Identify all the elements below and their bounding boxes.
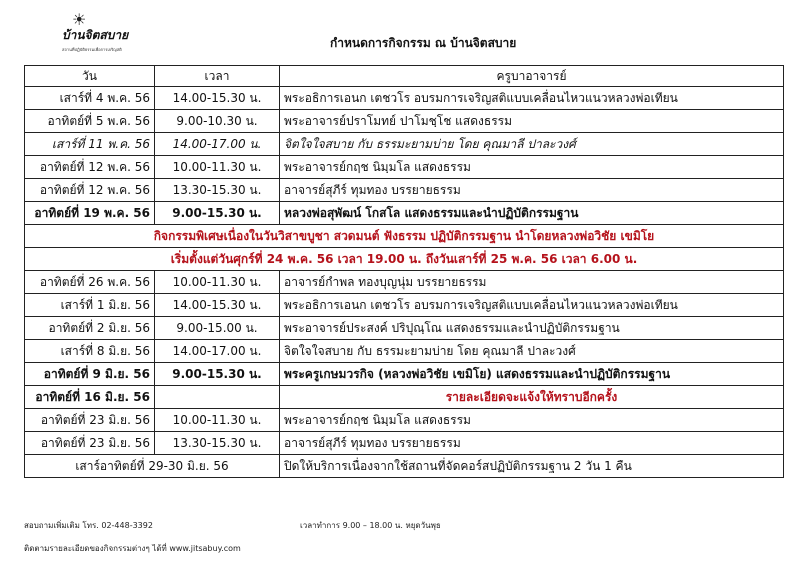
header-teacher: ครูบาอาจารย์ <box>280 66 784 87</box>
row-desc: พระอาจารย์ปราโมทย์ ปาโมชฺโช แสดงธรรม <box>280 110 784 133</box>
table-row <box>25 87 784 110</box>
header-date: วัน <box>25 66 155 87</box>
row-desc: ปิดให้บริการเนื่องจากใช้สถานที่จัดคอร์สปฏิบัติกรรมฐาน 2 วัน 1 คืน <box>280 455 784 478</box>
row-date: อาทิตย์ที่ 23 มิ.ย. 56 <box>25 409 155 432</box>
row-desc: พระอาจารย์กฤช นิมฺมโล แสดงธรรม <box>280 156 784 179</box>
row-time: 14.00-17.00 น. <box>155 133 280 156</box>
row-time: 10.00-11.30 น. <box>155 271 280 294</box>
row-date: เสาร์ที่ 1 มิ.ย. 56 <box>25 294 155 317</box>
row-time: 13.30-15.30 น. <box>155 179 280 202</box>
row-desc: อาจารย์สุภีร์ ทุมทอง บรรยายธรรม <box>280 179 784 202</box>
special-event-text: กิจกรรมพิเศษเนื่องในวันวิสาขบูชา สวดมนต์ ฟังธรรม ปฏิบัติกรรมฐาน นำโดยหลวงพ่อวิชัย เขมิโย <box>25 225 784 248</box>
table-row <box>25 432 784 455</box>
table-row <box>25 363 784 386</box>
table-row <box>25 156 784 179</box>
table-row <box>25 133 784 156</box>
special-event-text: เริ่มตั้งแต่วันศุกร์ที่ 24 พ.ค. 56 เวลา 19.00 น. ถึงวันเสาร์ที่ 25 พ.ค. 56 เวลา 6.00 น. <box>25 248 784 271</box>
row-date: อาทิตย์ที่ 12 พ.ค. 56 <box>25 179 155 202</box>
row-desc: พระอาจารย์ประสงค์ ปริปุณฺโณ แสดงธรรมและนำปฏิบัติกรรมฐาน <box>280 317 784 340</box>
row-time: 14.00-15.30 น. <box>155 87 280 110</box>
row-time: 9.00-15.30 น. <box>155 363 280 386</box>
row-time: 13.30-15.30 น. <box>155 432 280 455</box>
row-date: อาทิตย์ที่ 5 พ.ค. 56 <box>25 110 155 133</box>
website-note: ติดตามรายละเอียดของกิจกรรมต่างๆ ได้ที่ www.jitsabuy.com <box>24 544 241 553</box>
row-time: 14.00-17.00 น. <box>155 340 280 363</box>
row-date: เสาร์อาทิตย์ที่ 29-30 มิ.ย. 56 <box>25 455 280 478</box>
row-desc: พระอธิการเอนก เตชวโร อบรมการเจริญสติแบบเคลื่อนไหวแนวหลวงพ่อเทียน <box>280 87 784 110</box>
row-date: อาทิตย์ที่ 9 มิ.ย. 56 <box>25 363 155 386</box>
row-date: อาทิตย์ที่ 26 พ.ค. 56 <box>25 271 155 294</box>
row-time: 10.00-11.30 น. <box>155 409 280 432</box>
row-date: อาทิตย์ที่ 12 พ.ค. 56 <box>25 156 155 179</box>
table-row <box>25 409 784 432</box>
row-date: อาทิตย์ที่ 16 มิ.ย. 56 <box>25 386 155 409</box>
table-header-row <box>25 66 784 87</box>
row-desc: พระอาจารย์กฤช นิมฺมโล แสดงธรรม <box>280 409 784 432</box>
table-row <box>25 294 784 317</box>
row-desc: รายละเอียดจะแจ้งให้ทราบอีกครั้ง <box>280 386 784 409</box>
table-row <box>25 179 784 202</box>
table-row <box>25 317 784 340</box>
row-date: เสาร์ที่ 8 มิ.ย. 56 <box>25 340 155 363</box>
table-row <box>25 110 784 133</box>
special-event-row <box>25 225 784 248</box>
table-row <box>25 271 784 294</box>
row-date: เสาร์ที่ 4 พ.ค. 56 <box>25 87 155 110</box>
business-hours: เวลาทำการ 9.00 – 18.00 น. หยุดวันพุธ <box>300 521 441 530</box>
row-date: อาทิตย์ที่ 19 พ.ค. 56 <box>25 202 155 225</box>
table-row <box>25 455 784 478</box>
page-title: กำหนดการกิจกรรม ณ บ้านจิตสบาย <box>330 36 517 50</box>
logo <box>62 6 129 54</box>
row-desc: จิตใจใจสบาย กับ ธรรมะยามบ่าย โดย คุณมาลี ปาละวงศ์ <box>280 133 784 156</box>
row-time: 9.00-15.30 น. <box>155 202 280 225</box>
row-desc: หลวงพ่อสุพัฒน์ โกสโล แสดงธรรมและนำปฏิบัติกรรมฐาน <box>280 202 784 225</box>
row-date: เสาร์ที่ 11 พ.ค. 56 <box>25 133 155 156</box>
row-time: 9.00-15.00 น. <box>155 317 280 340</box>
row-time: 10.00-11.30 น. <box>155 156 280 179</box>
row-time: 14.00-15.30 น. <box>155 294 280 317</box>
row-desc: อาจารย์สุภีร์ ทุมทอง บรรยายธรรม <box>280 432 784 455</box>
sun-logo-icon: ☀ <box>72 10 87 29</box>
schedule-table <box>24 65 784 478</box>
row-desc: พระอธิการเอนก เตชวโร อบรมการเจริญสติแบบเคลื่อนไหวแนวหลวงพ่อเทียน <box>280 294 784 317</box>
logo-tagline: สถานที่ปฏิบัติธรรมเพื่อการเจริญสติ <box>62 47 122 52</box>
logo-brand-text: บ้านจิตสบาย <box>62 28 129 42</box>
table-row <box>25 340 784 363</box>
row-desc: จิตใจใจสบาย กับ ธรรมะยามบ่าย โดย คุณมาลี ปาละวงศ์ <box>280 340 784 363</box>
row-date: อาทิตย์ที่ 2 มิ.ย. 56 <box>25 317 155 340</box>
row-desc: อาจารย์กำพล ทองบุญนุ่ม บรรยายธรรม <box>280 271 784 294</box>
contact-phone: สอบถามเพิ่มเติม โทร. 02-448-3392 <box>24 521 153 530</box>
table-row <box>25 386 784 409</box>
row-time <box>155 386 280 409</box>
table-row <box>25 202 784 225</box>
row-date: อาทิตย์ที่ 23 มิ.ย. 56 <box>25 432 155 455</box>
special-event-row <box>25 248 784 271</box>
header-time: เวลา <box>155 66 280 87</box>
row-desc: พระครูเกษมวรกิจ (หลวงพ่อวิชัย เขมิโย) แสดงธรรมและนำปฏิบัติกรรมฐาน <box>280 363 784 386</box>
row-time: 9.00-10.30 น. <box>155 110 280 133</box>
